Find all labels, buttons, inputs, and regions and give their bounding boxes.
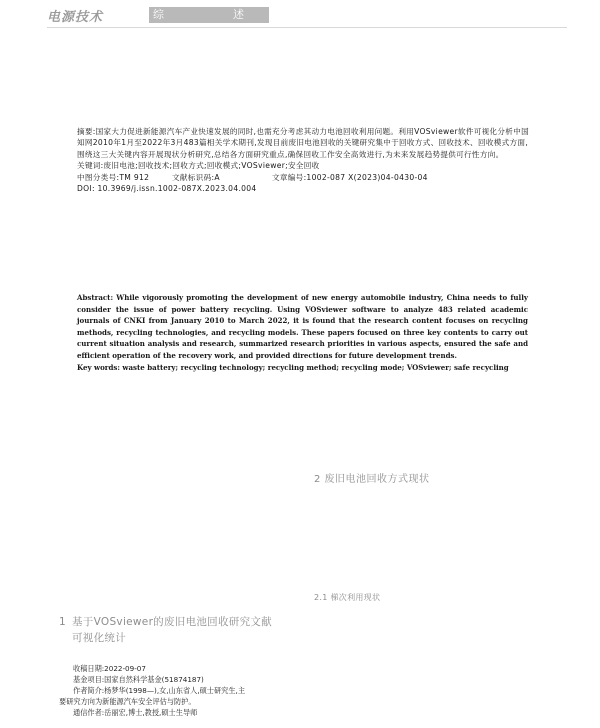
english-abstract: Abstract: While vigorously promoting the development of new energy automobile industry, China needs to fully consider the issue of power battery recycling. Using VOSviewer software to analyze 483 related academic journals of CNKI from January 2010 to March 2022, it is found that the research content focuses on recycling methods, recycling technologies, and recycling models. These papers focused on three key contents to carry out current situation analysis and research, summarized research priorities in various aspects, ensured the safe and efficient operation of the recovery work, and provided directions for future development trends.	[77, 293, 528, 360]
fund-project: 基金项目:国家自然科学基金(51874187)	[73, 675, 204, 684]
corresponding-author: 通信作者:岳丽宏,博士,教授,硕士生导师	[73, 708, 198, 717]
chinese-abstract: 摘要:国家大力促进新能源汽车产业快速发展的同时,也需充分考虑其动力电池回收利用问题。利用VOSviewer软件可视化分析中国知网2010年1月至2022年3月483篇相关学术期刊,发现目前废旧电池回收的关键研究集中于回收方式、回收技术、回收模式方面,围绕这三大关键内容开展现状分析研究,总结各方面研究重点,确保回收工作安全高效进行,为未来发展趋势提供可行性方向。	[77, 127, 529, 159]
column-label-bar	[149, 7, 269, 23]
journal-name: 电源技术	[47, 10, 104, 25]
document-code: 文献标识码:A	[172, 172, 220, 182]
chinese-abstract-block	[77, 126, 529, 194]
section-2-heading: 2 废旧电池回收方式现状	[314, 474, 430, 485]
section-1-heading	[59, 614, 309, 646]
english-abstract-block	[77, 292, 528, 373]
journal-header	[47, 4, 567, 26]
author-bio-continued: 要研究方向为新能源汽车安全评估与防护。	[59, 697, 196, 706]
section-2-1-heading: 2.1 梯次利用现状	[314, 593, 381, 602]
doi: DOI: 10.3969/j.issn.1002-087X.2023.04.004	[77, 184, 257, 194]
clc-number: 中图分类号:TM 912	[77, 172, 150, 182]
article-number: 文章编号:1002-087 X(2023)04-0430-04	[272, 172, 428, 182]
section-1-number: 1	[59, 616, 66, 628]
section-1-title-line1: 基于VOSviewer的废旧电池回收研究文献	[72, 616, 272, 628]
received-date: 收稿日期:2022-09-07	[73, 664, 146, 673]
chinese-keywords: 关键词:废旧电池;回收技术;回收方式;回收模式;VOSviewer;安全回收	[77, 161, 320, 171]
english-keywords: Key words: waste battery; recycling technology; recycling method; recycling mode; VOSviewer; safe recycling	[77, 362, 509, 372]
header-rule	[47, 27, 567, 28]
column-label-right: 述	[233, 8, 244, 21]
classification-line	[77, 172, 529, 183]
column-label-left: 综	[153, 8, 164, 21]
footnote-block	[59, 663, 313, 718]
author-bio: 作者简介:杨梦华(1998—),女,山东省人,硕士研究生,主	[73, 686, 246, 695]
section-1-title-line2: 可视化统计	[72, 632, 126, 644]
